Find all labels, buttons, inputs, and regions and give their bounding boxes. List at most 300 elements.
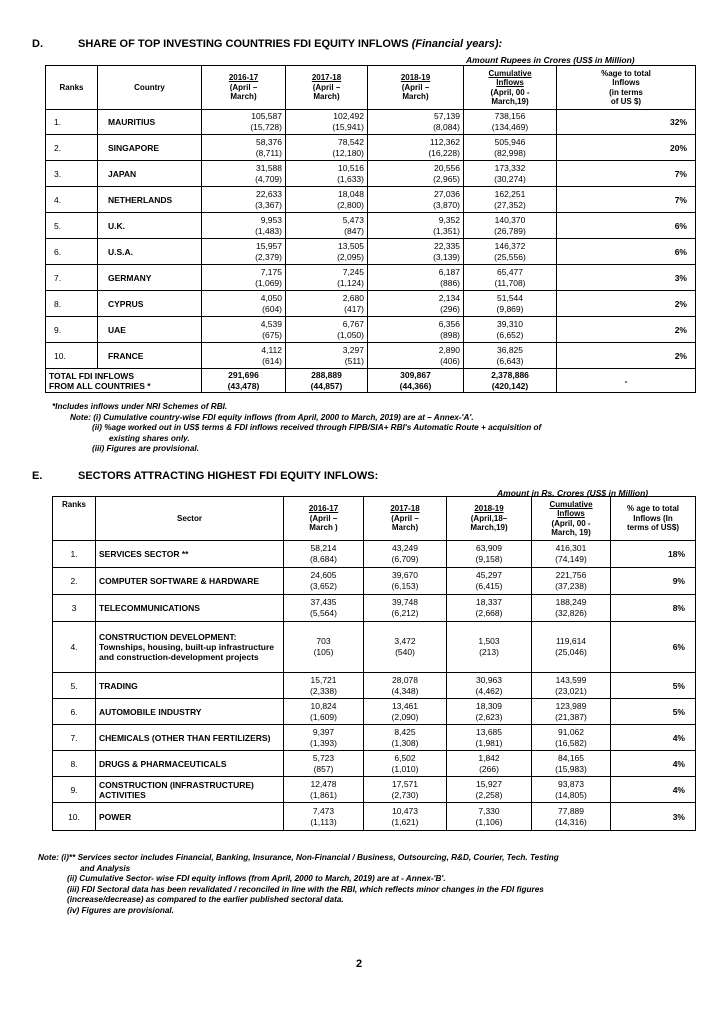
value-2017-18-usd: (847) [344, 225, 364, 236]
value-2016-17 [202, 161, 286, 187]
value-2016-17-inr: 4,112 [261, 344, 282, 355]
percent-cell: 3% [611, 803, 696, 831]
value-2016-17-inr: 5,723 [312, 752, 335, 763]
value-cumulative-inr: 738,156 [494, 111, 526, 121]
total-2018-19 [368, 369, 464, 393]
value-2018-19 [368, 161, 464, 187]
value-2017-18 [364, 568, 447, 595]
value-2017-18 [364, 699, 447, 725]
value-2017-18-usd: (2,800) [337, 199, 364, 210]
section-e-table-body [53, 541, 696, 831]
value-2018-19 [368, 317, 464, 343]
value-2016-17-inr: 58,376 [256, 136, 282, 147]
value-2016-17-inr: 15,721 [310, 674, 337, 685]
value-2017-18-inr: 5,473 [342, 214, 364, 225]
header-2016-17-sub: (April – [309, 513, 338, 523]
value-2018-19-inr: 1,842 [478, 752, 500, 763]
value-2017-18-usd: (1,633) [337, 173, 364, 184]
section-e-header-row [53, 497, 696, 541]
value-cumulative [532, 595, 611, 622]
table-row [53, 699, 696, 725]
section-e-unit: Amount in Rs. Crores (US$ in Million) [497, 488, 649, 498]
value-cumulative-usd: (37,238) [555, 581, 587, 591]
value-cumulative-usd: (32,826) [555, 608, 587, 618]
value-cumulative [532, 699, 611, 725]
section-e-note-4: (increase/decrease) as compared to the earlier published sectoral data. [67, 895, 344, 904]
value-2016-17 [284, 622, 364, 673]
section-d-note-2: (ii) %age worked out in US$ terms & FDI inflows received through FIPB/SIA+ RBI's Automatic Route + acquisition of [92, 423, 542, 432]
name-label: GERMANY [108, 272, 152, 283]
total-cumulative-inr: 2,378,886 [491, 369, 529, 380]
value-2016-17-inr: 10,824 [310, 700, 337, 711]
value-2016-17-usd: (1,113) [310, 816, 337, 827]
percent-cell: 5% [611, 673, 696, 699]
value-2016-17 [202, 135, 286, 161]
name-cell [98, 110, 202, 135]
value-cumulative-usd: (9,869) [496, 303, 524, 314]
total-2017-18-usd: (44,857) [310, 380, 343, 391]
value-2017-18-usd: (6,212) [391, 608, 419, 618]
value-2016-17-inr: 15,957 [256, 240, 282, 251]
value-2018-19-inr: 20,556 [434, 162, 460, 173]
value-2016-17 [202, 187, 286, 213]
value-2016-17-usd: (8,684) [310, 554, 337, 564]
percent-cell: 2% [557, 291, 696, 317]
percent-cell: 3% [557, 265, 696, 291]
table-row [46, 110, 696, 135]
value-2017-18-usd: (1,010) [391, 763, 419, 774]
value-2017-18-inr: 3,297 [342, 344, 364, 355]
percent-cell: 6% [557, 239, 696, 265]
name-label: CYPRUS [108, 298, 144, 309]
value-cumulative-inr: 188,249 [555, 597, 587, 607]
name-label: MAURITIUS [108, 117, 156, 127]
value-2018-19 [368, 187, 464, 213]
value-2017-18-usd: (417) [344, 303, 364, 314]
value-2017-18-inr: 17,571 [392, 778, 418, 789]
value-cumulative [532, 568, 611, 595]
rank-cell: 3 [53, 595, 96, 622]
value-2017-18-usd: (2,095) [337, 251, 364, 262]
header-percent [557, 66, 696, 110]
header-2017-18-sub: (April – [391, 513, 419, 523]
percent-cell: 2% [557, 343, 696, 369]
value-2016-17-inr: 7,175 [260, 266, 282, 277]
value-2018-19-inr: 2,890 [438, 344, 460, 355]
value-2018-19-usd: (406) [440, 355, 460, 366]
value-cumulative-usd: (6,652) [496, 329, 524, 340]
value-2018-19-inr: 63,909 [476, 543, 502, 553]
value-2018-19 [447, 777, 532, 803]
header-percent-2: Inflows (In [633, 513, 673, 523]
header-2018-19 [368, 66, 464, 110]
header-ranks: Ranks [46, 66, 98, 110]
value-2018-19-inr: 30,963 [476, 674, 502, 685]
value-2016-17-usd: (3,652) [310, 581, 337, 591]
name-cell [96, 541, 284, 568]
value-2016-17-usd: (105) [313, 647, 334, 657]
name-label: CONSTRUCTION DEVELOPMENT: [99, 632, 237, 642]
value-cumulative-inr: 36,825 [497, 344, 523, 355]
table-row [53, 568, 696, 595]
percent-cell: 4% [611, 725, 696, 751]
name-label: SINGAPORE [108, 142, 160, 153]
value-2017-18-inr: 10,516 [338, 162, 364, 173]
rank-cell: 4. [53, 622, 96, 673]
name-cell [96, 699, 284, 725]
rank-cell: 6. [53, 699, 96, 725]
value-2018-19-inr: 22,335 [434, 240, 460, 251]
header-percent-3: terms of US$) [626, 523, 679, 533]
header-percent-1: %age to total [601, 68, 651, 78]
header-2016-17-sub: (April – [229, 82, 258, 92]
value-cumulative-usd: (134,469) [491, 122, 529, 132]
value-cumulative [532, 673, 611, 699]
header-2018-19-sub2: March) [402, 92, 429, 102]
name-label: NETHERLANDS [108, 194, 173, 205]
name-label: POWER [99, 811, 132, 822]
section-e-letter: E. [32, 470, 43, 482]
percent-cell: 2% [557, 317, 696, 343]
table-row [46, 161, 696, 187]
section-d-table-body [46, 110, 696, 369]
table-row [46, 213, 696, 239]
value-2017-18 [286, 161, 368, 187]
rank-cell: 9. [53, 777, 96, 803]
section-d-letter: D. [32, 38, 43, 50]
header-percent-4: of US $) [610, 97, 642, 106]
value-2016-17-usd: (604) [262, 303, 282, 314]
rank-cell: 8. [46, 291, 98, 317]
value-2017-18-inr: 39,670 [392, 570, 418, 580]
value-cumulative [464, 213, 557, 239]
value-cumulative-inr: 221,756 [555, 570, 587, 580]
header-2018-19-sub: (April,18– [470, 513, 508, 523]
value-2016-17-inr: 7,473 [312, 805, 335, 816]
value-cumulative [464, 161, 557, 187]
value-cumulative-inr: 173,332 [494, 162, 526, 173]
value-2016-17 [284, 541, 364, 568]
name-cell [96, 725, 284, 751]
value-2018-19 [447, 803, 532, 831]
percent-cell: 7% [557, 161, 696, 187]
value-2018-19-inr: 13,685 [476, 726, 502, 737]
header-2016-17-sub2: March) [230, 92, 257, 102]
value-2016-17-usd: (1,393) [310, 737, 337, 748]
value-2017-18-usd: (1,050) [337, 329, 364, 340]
value-cumulative [464, 239, 557, 265]
value-cumulative-inr: 39,310 [497, 318, 523, 329]
value-cumulative-inr: 143,599 [555, 674, 587, 685]
value-cumulative-usd: (25,046) [555, 647, 587, 657]
total-2018-19-usd: (44,366) [399, 380, 432, 391]
header-country: Country [98, 66, 202, 110]
value-2016-17-inr: 703 [316, 636, 331, 646]
value-cumulative [532, 777, 611, 803]
value-2017-18 [364, 725, 447, 751]
table-row [53, 803, 696, 831]
value-2018-19-usd: (2,258) [475, 789, 503, 800]
value-2016-17 [284, 673, 364, 699]
value-2016-17-usd: (2,379) [255, 251, 282, 262]
value-2017-18 [286, 343, 368, 369]
percent-cell: 6% [557, 213, 696, 239]
value-cumulative [464, 343, 557, 369]
value-cumulative-usd: (74,149) [555, 554, 587, 564]
rank-cell: 2. [46, 135, 98, 161]
value-2018-19-usd: (898) [440, 329, 460, 340]
section-e-note-5: (iv) Figures are provisional. [67, 905, 174, 915]
value-2016-17 [284, 568, 364, 595]
total-percent: - [557, 369, 696, 393]
header-2016-17-year: 2016-17 [228, 73, 259, 83]
name-label: COMPUTER SOFTWARE & HARDWARE [99, 576, 260, 586]
value-cumulative-inr: 77,889 [558, 805, 584, 816]
value-2017-18-inr: 3,472 [394, 636, 416, 646]
value-2018-19-usd: (3,870) [433, 199, 460, 210]
header-cumulative-3: (April, 00 - [490, 87, 530, 97]
value-2016-17-usd: (8,711) [255, 147, 282, 158]
percent-cell: 8% [611, 595, 696, 622]
name-detail: Townships, housing, built-up infrastructure and construction-development projects [99, 642, 275, 662]
value-cumulative-usd: (26,789) [494, 225, 526, 236]
section-d-heading [32, 38, 502, 50]
section-d-note-1: Note: (i) Cumulative country-wise FDI equity inflows (from April, 2000 to March, 2019) are at – Annex-'A'. [70, 412, 474, 422]
name-cell [96, 622, 284, 673]
total-2016-17 [202, 369, 286, 393]
value-2017-18-inr: 18,048 [338, 188, 364, 199]
value-2017-18 [286, 187, 368, 213]
value-2016-17-inr: 4,539 [260, 318, 282, 329]
header-2017-18-year: 2017-18 [390, 504, 420, 514]
header-2017-18-sub: (April – [312, 82, 341, 92]
value-2018-19-inr: 7,330 [478, 805, 500, 816]
value-2017-18-inr: 102,492 [333, 111, 364, 121]
name-cell [96, 777, 284, 803]
value-2016-17 [284, 725, 364, 751]
section-e-title: SECTORS ATTRACTING HIGHEST FDI EQUITY INFLOWS: [78, 470, 379, 482]
name-cell [98, 343, 202, 369]
value-2016-17-usd: (3,367) [255, 199, 282, 210]
value-2017-18-inr: 2,680 [342, 292, 364, 303]
value-2018-19-inr: 15,927 [476, 778, 502, 789]
value-2016-17-inr: 24,605 [310, 570, 337, 580]
name-label: TELECOMMUNICATIONS [99, 603, 200, 613]
percent-cell: 32% [557, 110, 696, 135]
value-2018-19-usd: (16,228) [428, 147, 460, 158]
value-2018-19 [447, 541, 532, 568]
value-cumulative [532, 803, 611, 831]
section-e-note-0: Note: (i)** Services sector includes Financial, Banking, Insurance, Non-Financial / Business, Outsourcing, R&D, Courier, Tech. Testing [38, 853, 559, 862]
header-cumulative-3: (April, 00 - [551, 518, 591, 528]
header-2017-18 [364, 497, 447, 541]
header-cumulative-1: Cumulative [488, 68, 532, 78]
value-cumulative [464, 187, 557, 213]
rank-cell: 7. [46, 265, 98, 291]
header-percent-1: % age to total [626, 504, 679, 514]
name-label: U.K. [108, 220, 125, 231]
name-label: FRANCE [108, 350, 144, 361]
value-cumulative-inr: 140,370 [494, 214, 526, 225]
value-2017-18-usd: (2,730) [391, 789, 419, 800]
value-2018-19 [368, 239, 464, 265]
value-2018-19-usd: (2,668) [475, 608, 503, 618]
name-cell [96, 568, 284, 595]
section-d-note-4: (iii) Figures are provisional. [92, 444, 199, 453]
value-2017-18-inr: 13,461 [392, 700, 418, 711]
value-2018-19 [447, 673, 532, 699]
value-2018-19-inr: 18,337 [476, 597, 502, 607]
percent-cell: 18% [611, 541, 696, 568]
value-2018-19-usd: (296) [440, 303, 460, 314]
section-d-title: SHARE OF TOP INVESTING COUNTRIES FDI EQUITY INFLOWS [78, 38, 409, 50]
value-2016-17 [202, 291, 286, 317]
value-2016-17-usd: (5,564) [310, 608, 337, 618]
value-cumulative-usd: (14,805) [555, 789, 587, 800]
value-2018-19-usd: (2,623) [475, 711, 503, 722]
table-row [53, 751, 696, 777]
value-2018-19-inr: 6,356 [438, 318, 460, 329]
table-row [46, 239, 696, 265]
value-cumulative-usd: (27,352) [494, 199, 526, 210]
name-label: U.S.A. [108, 246, 134, 257]
header-2018-19-sub: (April – [401, 82, 430, 92]
value-cumulative [464, 317, 557, 343]
value-2017-18-usd: (4,348) [391, 685, 419, 696]
value-2016-17 [284, 699, 364, 725]
header-2016-17-sub2: March ) [309, 523, 338, 533]
value-2018-19-usd: (6,415) [475, 581, 503, 591]
value-2017-18 [286, 317, 368, 343]
header-cumulative-4: March, 19) [551, 528, 591, 537]
value-2018-19 [447, 751, 532, 777]
table-row [53, 725, 696, 751]
percent-cell: 9% [611, 568, 696, 595]
rank-cell: 10. [53, 803, 96, 831]
value-cumulative-inr: 416,301 [555, 543, 587, 553]
value-2017-18-usd: (1,621) [391, 816, 419, 827]
section-e-heading [32, 470, 378, 482]
value-2016-17-usd: (15,728) [250, 122, 282, 132]
header-2018-19-year: 2018-19 [400, 73, 431, 83]
header-percent [611, 497, 696, 541]
name-cell [96, 803, 284, 831]
value-2018-19-usd: (8,084) [433, 122, 460, 132]
value-cumulative [532, 622, 611, 673]
percent-cell: 4% [611, 777, 696, 803]
value-2016-17 [202, 265, 286, 291]
value-2017-18-usd: (6,709) [391, 554, 419, 564]
value-2018-19-inr: 45,297 [476, 570, 502, 580]
value-2016-17-inr: 9,953 [260, 214, 282, 225]
value-2017-18-inr: 13,505 [338, 240, 364, 251]
table-row [46, 317, 696, 343]
value-2017-18-usd: (1,124) [337, 277, 364, 288]
value-2016-17-usd: (614) [262, 355, 282, 366]
value-2016-17 [202, 213, 286, 239]
value-cumulative-inr: 93,873 [558, 778, 584, 789]
header-cumulative [532, 497, 611, 541]
name-cell [98, 213, 202, 239]
value-cumulative-usd: (6,643) [496, 355, 524, 366]
header-2018-19-year: 2018-19 [474, 504, 504, 514]
value-cumulative-usd: (14,316) [555, 816, 587, 827]
header-2018-19 [447, 497, 532, 541]
name-cell [98, 135, 202, 161]
header-2016-17 [284, 497, 364, 541]
value-2017-18-usd: (540) [395, 647, 415, 657]
header-2016-17 [202, 66, 286, 110]
section-e-table [52, 496, 696, 831]
value-2018-19-usd: (3,139) [433, 251, 460, 262]
value-cumulative-inr: 91,062 [558, 726, 584, 737]
value-2017-18-inr: 7,245 [342, 266, 364, 277]
section-d-notes [52, 402, 541, 455]
value-2016-17-inr: 4,050 [260, 292, 282, 303]
value-cumulative-usd: (16,582) [555, 737, 587, 748]
rank-cell: 9. [46, 317, 98, 343]
table-row [53, 673, 696, 699]
value-2017-18-inr: 43,249 [392, 543, 418, 553]
total-label-1: TOTAL FDI INFLOWS [49, 370, 134, 381]
name-label: JAPAN [108, 168, 137, 179]
value-2018-19-inr: 27,036 [434, 188, 460, 199]
header-cumulative-2: Inflows [496, 78, 524, 87]
value-2016-17-inr: 9,397 [312, 726, 335, 737]
value-2017-18-usd: (1,308) [391, 737, 419, 748]
value-2018-19 [368, 110, 464, 135]
value-2017-18 [286, 265, 368, 291]
value-2018-19 [447, 595, 532, 622]
value-2018-19-usd: (4,462) [475, 685, 503, 696]
total-cumulative [464, 369, 557, 393]
total-2018-19-inr: 309,867 [400, 369, 431, 380]
value-2017-18 [364, 541, 447, 568]
section-d-title-suffix: (Financial years): [411, 38, 503, 50]
header-2016-17-year: 2016-17 [308, 504, 339, 514]
value-2016-17-usd: (675) [262, 329, 282, 340]
name-label: AUTOMOBILE INDUSTRY [99, 706, 202, 717]
value-2016-17 [202, 239, 286, 265]
name-cell [98, 239, 202, 265]
section-d-note-0: *Includes inflows under NRI Schemes of RBI. [52, 402, 228, 411]
table-row [53, 541, 696, 568]
value-cumulative [464, 291, 557, 317]
total-label [46, 369, 202, 393]
total-label-2: FROM ALL COUNTRIES * [49, 380, 151, 391]
rank-cell: 4. [46, 187, 98, 213]
value-2017-18 [286, 213, 368, 239]
rank-cell: 2. [53, 568, 96, 595]
value-2018-19 [447, 622, 532, 673]
section-d-note-3: existing shares only. [109, 433, 190, 443]
value-2018-19-usd: (266) [479, 763, 499, 774]
value-2017-18-inr: 8,425 [394, 726, 416, 737]
value-2017-18-inr: 6,502 [394, 752, 416, 763]
header-percent-3: (in terms [609, 87, 643, 97]
value-cumulative-inr: 505,946 [494, 136, 526, 147]
value-2016-17-usd: (2,338) [310, 685, 337, 696]
value-2018-19-inr: 2,134 [438, 292, 460, 303]
value-2016-17 [202, 343, 286, 369]
value-cumulative-usd: (11,708) [494, 277, 526, 288]
value-2018-19-inr: 112,362 [429, 136, 460, 147]
total-2016-17-inr: 291,696 [228, 369, 259, 380]
value-2018-19 [368, 265, 464, 291]
rank-cell: 8. [53, 751, 96, 777]
value-cumulative-usd: (15,983) [555, 763, 587, 774]
percent-cell: 4% [611, 751, 696, 777]
